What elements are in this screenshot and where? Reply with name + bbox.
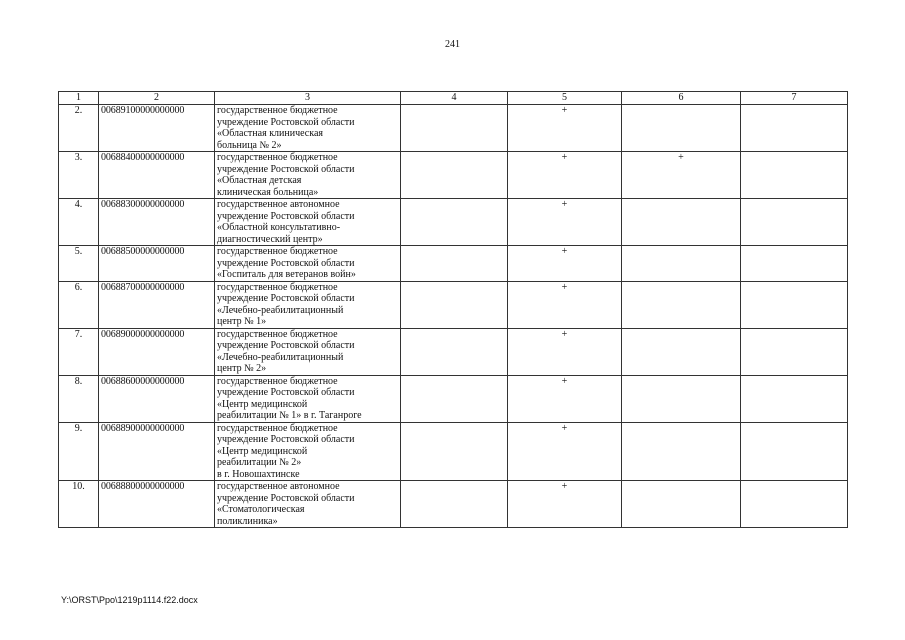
- row-col-5-mark: +: [508, 199, 622, 246]
- row-col-7: [741, 375, 848, 422]
- column-header-3: 3: [215, 92, 401, 105]
- row-col-7: [741, 328, 848, 375]
- row-col-5-mark: +: [508, 246, 622, 282]
- row-number: 4.: [59, 199, 99, 246]
- row-col-4: [401, 152, 508, 199]
- row-col-6-mark: [622, 199, 741, 246]
- institution-name-line: «Госпиталь для ветеранов войн»: [217, 269, 356, 280]
- row-col-6-mark: [622, 481, 741, 528]
- row-col-5-mark: +: [508, 105, 622, 152]
- institution-name-line: «Областная клиническая: [217, 128, 323, 139]
- institution-name-line: «Центр медицинской: [217, 398, 308, 410]
- institution-name-line: «Лечебно-реабилитационный: [217, 351, 344, 363]
- column-header-6: 6: [622, 92, 741, 105]
- row-col-7: [741, 281, 848, 328]
- row-col-7: [741, 246, 848, 282]
- row-col-5-mark: +: [508, 422, 622, 481]
- row-code: 00689000000000000: [99, 328, 215, 375]
- table-row: [59, 199, 848, 246]
- row-col-6-mark: [622, 281, 741, 328]
- institution-name-line: реабилитации № 1» в г. Таганроге: [217, 410, 362, 421]
- row-code: 00688300000000000: [99, 199, 215, 246]
- row-col-7: [741, 199, 848, 246]
- row-number: 2.: [59, 105, 99, 152]
- row-col-6-mark: [622, 422, 741, 481]
- row-institution-name: [215, 246, 401, 282]
- row-number: 5.: [59, 246, 99, 282]
- row-col-5-mark: +: [508, 481, 622, 528]
- table-row: [59, 422, 848, 481]
- row-col-6-mark: [622, 375, 741, 422]
- row-code: 00688800000000000: [99, 481, 215, 528]
- row-institution-name: [215, 328, 401, 375]
- row-col-5-mark: +: [508, 281, 622, 328]
- row-number: 6.: [59, 281, 99, 328]
- institution-name-line: государственное бюджетное: [217, 328, 338, 340]
- institution-name-line: больница № 2»: [217, 139, 282, 151]
- row-institution-name: [215, 375, 401, 422]
- row-code: 00688400000000000: [99, 152, 215, 199]
- institution-name-line: учреждение Ростовской области: [217, 210, 355, 222]
- row-col-4: [401, 246, 508, 282]
- institution-name-line: государственное бюджетное: [217, 281, 338, 293]
- column-header-7: 7: [741, 92, 848, 105]
- institution-name-line: «Центр медицинской: [217, 445, 308, 457]
- institution-name-line: клиническая больница»: [217, 186, 319, 198]
- row-col-4: [401, 375, 508, 422]
- row-institution-name: [215, 105, 401, 152]
- table-row: [59, 105, 848, 152]
- row-col-6-mark: [622, 105, 741, 152]
- institution-name-line: «Стоматологическая: [217, 504, 305, 515]
- table-row: [59, 481, 848, 528]
- institution-name-line: учреждение Ростовской области: [217, 492, 355, 504]
- row-col-7: [741, 105, 848, 152]
- row-col-4: [401, 481, 508, 528]
- institution-name-line: диагностический центр»: [217, 233, 323, 245]
- institution-name-line: поликлиника»: [217, 515, 278, 527]
- institution-name-line: учреждение Ростовской области: [217, 257, 355, 269]
- row-number: 3.: [59, 152, 99, 199]
- institution-name-line: государственное бюджетное: [217, 152, 338, 163]
- institution-name-line: государственное автономное: [217, 199, 340, 210]
- institution-name-line: «Лечебно-реабилитационный: [217, 304, 344, 316]
- row-code: 00688600000000000: [99, 375, 215, 422]
- institution-name-line: учреждение Ростовской области: [217, 434, 355, 445]
- row-col-7: [741, 481, 848, 528]
- file-path-footer: Y:\ORST\Ppo\1219p1114.f22.docx: [61, 595, 198, 605]
- institution-name-line: государственное бюджетное: [217, 105, 338, 116]
- institution-name-line: учреждение Ростовской области: [217, 387, 355, 398]
- row-col-6-mark: +: [622, 152, 741, 199]
- institution-name-line: государственное автономное: [217, 481, 340, 492]
- row-code: 00688900000000000: [99, 422, 215, 481]
- column-header-4: 4: [401, 92, 508, 105]
- page-number: 241: [445, 39, 460, 50]
- institution-name-line: учреждение Ростовской области: [217, 293, 355, 304]
- row-col-5-mark: +: [508, 152, 622, 199]
- row-number: 9.: [59, 422, 99, 481]
- document-table: [58, 91, 848, 528]
- institution-name-line: государственное бюджетное: [217, 246, 338, 257]
- table-row: [59, 328, 848, 375]
- row-col-4: [401, 281, 508, 328]
- institution-name-line: «Областной консультативно-: [217, 222, 341, 233]
- row-col-5-mark: +: [508, 375, 622, 422]
- row-col-5-mark: +: [508, 328, 622, 375]
- row-col-6-mark: [622, 328, 741, 375]
- column-header-1: 1: [59, 92, 99, 105]
- institution-name-line: «Областная детская: [217, 175, 302, 186]
- table-row: [59, 246, 848, 282]
- institution-name-line: государственное бюджетное: [217, 375, 338, 387]
- row-code: 00688700000000000: [99, 281, 215, 328]
- row-code: 00689100000000000: [99, 105, 215, 152]
- institution-name-line: государственное бюджетное: [217, 422, 338, 434]
- row-col-7: [741, 152, 848, 199]
- row-col-4: [401, 328, 508, 375]
- row-number: 10.: [59, 481, 99, 528]
- row-col-4: [401, 199, 508, 246]
- institution-name-line: учреждение Ростовской области: [217, 340, 355, 351]
- table-body: [59, 105, 848, 528]
- institution-name-line: учреждение Ростовской области: [217, 163, 355, 175]
- row-institution-name: [215, 152, 401, 199]
- row-col-4: [401, 105, 508, 152]
- row-number: 8.: [59, 375, 99, 422]
- institution-name-line: центр № 2»: [217, 363, 267, 374]
- row-col-6-mark: [622, 246, 741, 282]
- table-header-row: [59, 92, 848, 105]
- institution-name-line: в г. Новошахтинске: [217, 468, 300, 480]
- table-row: [59, 152, 848, 199]
- row-col-4: [401, 422, 508, 481]
- row-institution-name: [215, 199, 401, 246]
- row-code: 00688500000000000: [99, 246, 215, 282]
- row-number: 7.: [59, 328, 99, 375]
- table-row: [59, 281, 848, 328]
- institution-name-line: учреждение Ростовской области: [217, 116, 355, 128]
- row-institution-name: [215, 422, 401, 481]
- column-header-2: 2: [99, 92, 215, 105]
- column-header-5: 5: [508, 92, 622, 105]
- institution-name-line: реабилитации № 2»: [217, 457, 302, 468]
- row-institution-name: [215, 481, 401, 528]
- table-row: [59, 375, 848, 422]
- row-col-7: [741, 422, 848, 481]
- row-institution-name: [215, 281, 401, 328]
- institution-name-line: центр № 1»: [217, 316, 267, 327]
